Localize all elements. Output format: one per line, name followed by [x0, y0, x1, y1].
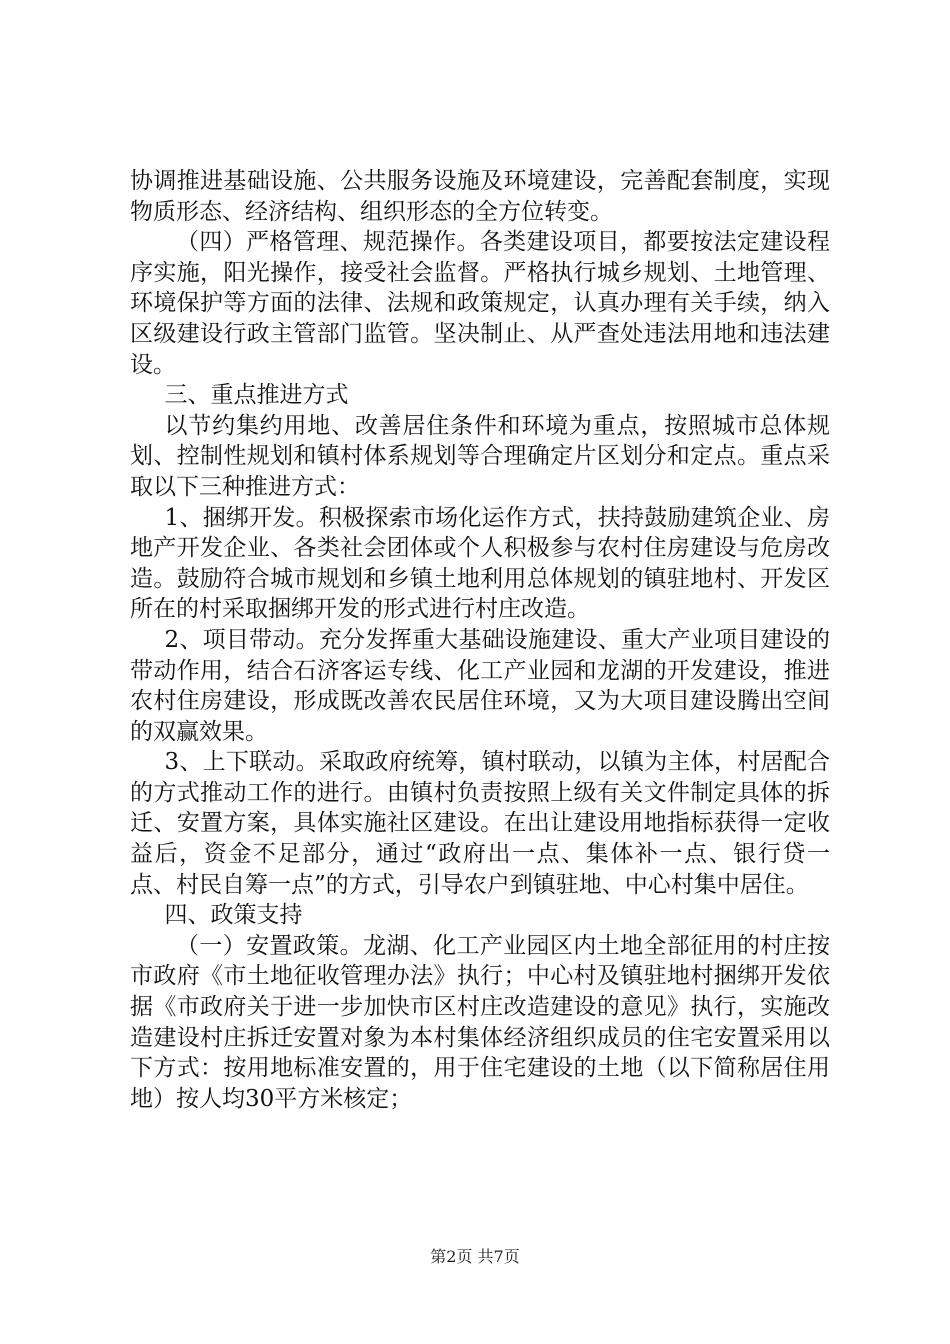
paragraph-continuation: 协调推进基础设施、公共服务设施及环境建设，完善配套制度，实现物质形态、经济结构、组织形态的全方位转变。	[130, 168, 830, 225]
section-heading-3: 三、重点推进方式	[164, 382, 349, 409]
paragraph-project-driven: 2、项目带动。充分发挥重大基础设施建设、重大产业项目建设的带动作用，结合石济客运专线、化工产业园和龙湖的开发建设，推进农村住房建设，形成既改善农民居住环境，又为大项目建设腾出空间的双赢效果。	[130, 626, 830, 745]
paragraph-management: （四）严格管理、规范操作。各类建设项目，都要按法定建设程序实施，阳光操作，接受社会监督。严格执行城乡规划、土地管理、环境保护等方面的法律、法规和政策规定，认真办理有关手续，纳入区级建设行政主管部门监管。坚决制止、从严查处违法用地和违法建设。	[130, 229, 830, 378]
paragraph-bundled-development: 1、捆绑开发。积极探索市场化运作方式，扶持鼓励建筑企业、房地产开发企业、各类社会团体或个人积极参与农村住房建设与危房改造。鼓励符合城市规划和乡镇土地利用总体规划的镇驻地村、开发区所在的村采取捆绑开发的形式进行村庄改造。	[130, 504, 830, 623]
document-body	[130, 166, 830, 1114]
section-heading-4: 四、政策支持	[164, 902, 303, 929]
paragraph-resettlement: （一）安置政策。龙湖、化工产业园区内土地全部征用的村庄按市政府《市土地征收管理办法》执行；中心村及镇驻地村捆绑开发依据《市政府关于进一步加快市区村庄改造建设的意见》执行，实施改造建设村庄拆迁安置对象为本村集体经济组织成员的住宅安置采用以下方式：按用地标准安置的，用于住宅建设的土地（以下简称居住用地）按人均30平方米核定；	[130, 932, 830, 1112]
paragraph-coordination: 3、上下联动。采取政府统筹，镇村联动，以镇为主体，村居配合的方式推动工作的进行。由镇村负责按照上级有关文件制定具体的拆迁、安置方案，具体实施社区建设。在出让建设用地指标获得一定收益后，资金不足部分，通过“政府出一点、集体补一点、银行贷一点、村民自筹一点”的方式，引导农户到镇驻地、中心村集中居住。	[130, 749, 830, 898]
paragraph-intro: 以节约集约用地、改善居住条件和环境为重点，按照城市总体规划、控制性规划和镇村体系规划等合理确定片区划分和定点。重点采取以下三种推进方式：	[130, 412, 830, 500]
page-footer: 第2页 共7页	[430, 1247, 520, 1266]
